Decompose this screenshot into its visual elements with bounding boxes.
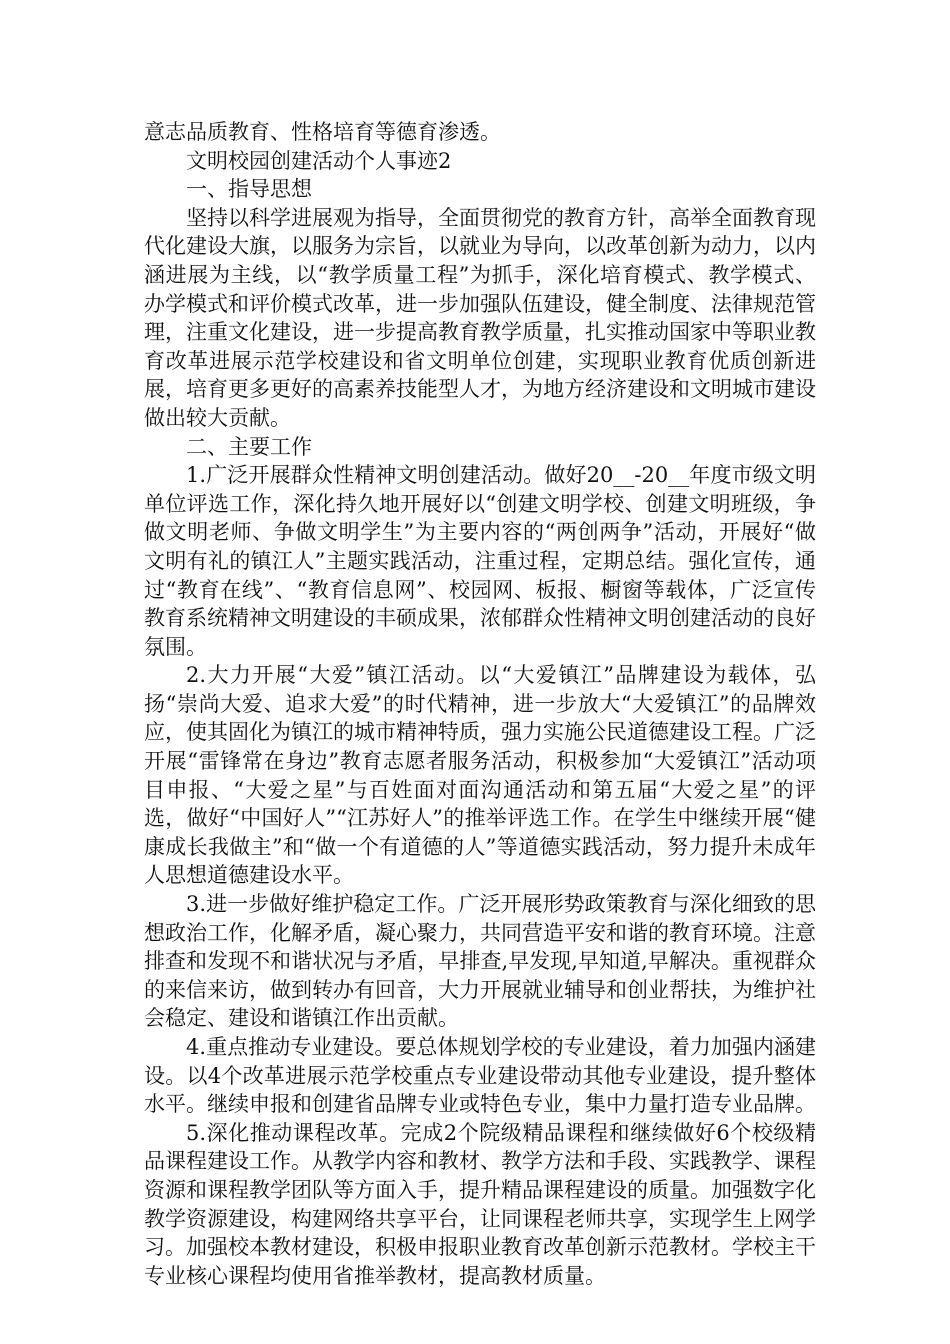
paragraph-guiding-ideology: 坚持以科学进展观为指导，全面贯彻党的教育方针，高举全面教育现代化建设大旗，以服务为宗旨，以就业为导向，以改革创新为动力，以内涵进展为主线，以“教学质量工程”为抓手，深化培育模式、教学模式、办学模式和评价模式改革，进一步加强队伍建设，健全制度、法律规范管理，注重文化建设，进一步提高教育教学质量，扎实推动国家中等职业教育改革进展示范学校建设和省文明单位创建，实现职业教育优质创新进展，培育更多更好的高素养技能型人才，为地方经济建设和文明城市建设做出较大贡献。: [144, 205, 816, 430]
paragraph-item-5: 5.深化推动课程改革。完成2个院级精品课程和继续做好6个校级精品课程建设工作。从教学内容和教材、教学方法和手段、实践教学、课程资源和课程教学团队等方面入手，提升精品课程建设的质量。加强数字化教学资源建设，构建网络共享平台，让同课程老师共享，实现学生上网学习。加强校本教材建设，积极申报职业教育改革创新示范教材。学校主干专业核心课程均使用省推举教材，提高教材质量。: [144, 1120, 816, 1288]
paragraph-item-1: 1.广泛开展群众性精神文明创建活动。做好20__-20__年度市级文明单位评选工作，深化持久地开展好以“创建文明学校、创建文明班级，争做文明老师、争做文明学生”为主要内容的“两创两争”活动，开展好“做文明有礼的镇江人”主题实践活动，注重过程，定期总结。强化宣传，通过“教育在线”、“教育信息网”、校园网、板报、橱窗等载体，广泛宣传教育系统精神文明建设的丰硕成果，浓郁群众性精神文明创建活动的良好氛围。: [144, 463, 816, 659]
document-body: [144, 118, 816, 1290]
section-heading-guiding-ideology: 一、指导思想: [186, 177, 312, 202]
paragraph-item-2: 2.大力开展“大爱”镇江活动。以“大爱镇江”品牌建设为载体，弘扬“崇尚大爱、追求大爱”的时代精神，进一步放大“大爱镇江”的品牌效应，使其固化为镇江的城市精神特质，强力实施公民道德建设工程。广泛开展“雷锋常在身边”教育志愿者服务活动，积极参加“大爱镇江”活动项目申报、“大爱之星”与百姓面对面沟通活动和第五届“大爱之星”的评选，做好“中国好人”“江苏好人”的推举评选工作。在学生中继续开展“健康成长我做主”和“做一个有道德的人”等道德实践活动，努力提升未成年人思想道德建设水平。: [144, 663, 816, 888]
paragraph-item-4: 4.重点推动专业建设。要总体规划学校的专业建设，着力加强内涵建设。以4个改革进展示范学校重点专业建设带动其他专业建设，提升整体水平。继续申报和创建省品牌专业或特色专业，集中力量打造专业品牌。: [144, 1035, 816, 1117]
paragraph-continuation: 意志品质教育、性格培育等德育渗透。: [144, 120, 501, 144]
document-title: 文明校园创建活动个人事迹2: [186, 148, 452, 173]
section-heading-main-work: 二、主要工作: [186, 434, 312, 459]
paragraph-item-3: 3.进一步做好维护稳定工作。广泛开展形势政策教育与深化细致的思想政治工作，化解矛盾，凝心聚力，共同营造平安和谐的教育环境。注意排查和发现不和谐状况与矛盾，早排查,早发现,早知道,早解决。重视群众的来信来访，做到转办有回音，大力开展就业辅导和创业帮扶，为维护社会稳定、建设和谐镇江作出贡献。: [144, 892, 816, 1031]
